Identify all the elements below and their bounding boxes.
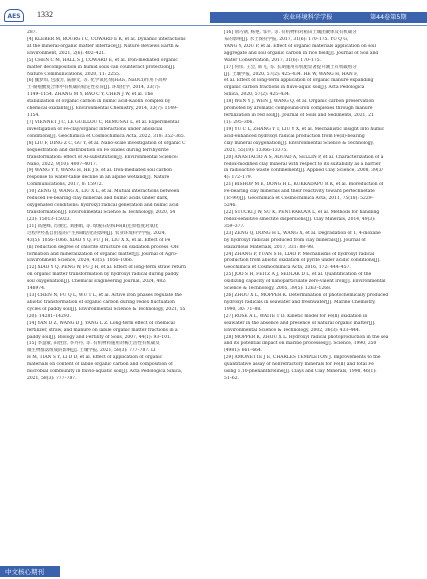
reference-line: materials on content of labile organic carbon and composition of (27, 362, 173, 368)
volume-issue: 第44卷第5期 (370, 14, 407, 21)
reference-line: 布的影响[J]. 水土保持学报, 2017, 31(6): 170–175. YU Q G, (224, 36, 349, 42)
journal-logo: AES (4, 9, 24, 22)
reference-line: 4): 172–179. (224, 175, 253, 181)
reference-line: cycles of paddy soil[J]. Environmental Science & Technology, 2021, 55 (27, 306, 186, 312)
reference-line: fertilizer, straw, and manure on labile organic matter fractions in a (27, 327, 178, 333)
reference-line: abiotic transformation of organic carbon during redox fluctuation (27, 299, 175, 305)
reference-line: acid-enhanced hydroxyl radical production from Fe(Ⅱ)-bearing (224, 133, 365, 139)
journal-banner (210, 12, 427, 23)
reference-line: et al. Effect of long-term application of organic manure expanding (224, 78, 374, 84)
page-header (0, 0, 427, 34)
reference-line: promoted by aromatic compound-iron complexes through manure (224, 106, 373, 112)
reference-line: (4981): 661–664. (224, 348, 263, 354)
journal-name: 农业环境科学学报 (283, 14, 333, 21)
reference-line: formation and mineralization of organic matter[J]. Journal of Agro- (27, 251, 178, 257)
reference-line: quantitative assay of nonrefractory minerals for Fe(Ⅱ) and total Fe (224, 362, 374, 368)
references-right-column (224, 30, 412, 383)
reference-line: 43(5): 1056–1066. XIAO Y Q, FU J H, LIU X X, et al. Effect of Fe (27, 237, 171, 243)
reference-line: aggregate and soil organic carbon in rice field[J]. Journal of Soil and (224, 50, 379, 56)
reference-line: [5] CHEN C M, HALL S J, COWARD E, et al. Iron-mediated organic (27, 57, 178, 63)
reference-line: [13] CHEN N, FU Q L, WU T L, et al. Active iron phases regulate the (27, 293, 182, 299)
reference-line: matter decomposition in humid soils can counteract protection[J]. (27, 64, 176, 70)
reference-line: 过程中羟基自由基的产生和磷活化的影响[J]. 农业环境科学学报, 2024, (27, 230, 166, 236)
reference-line: investigation of Fe-clay/organic interactions under anoxicial (27, 126, 163, 132)
reference-line: 2021, 55(19): 13366–13375. (224, 147, 288, 153)
reference-line: [14] YAN D Z, WANG D J, YANG L Z. Long-term effect of chemical (27, 320, 175, 326)
reference-line: [18] WEN Y J, WEN J, WANG Q, et al. Organic carbon preservation (224, 99, 375, 105)
reference-line: redox-sensitive smectite dispersions[J]. Clay Minerals, 2014, 49(3): (224, 216, 376, 222)
reference-line: redox-modified clay mineral with respect to its suitability as a barrier (224, 161, 381, 167)
reference-line: 1154. (27, 113, 40, 119)
reference-line: fertilization in red soil[J]. Journal of Soils and Sediments, 2021, 21 (224, 113, 374, 119)
reference-line: [11] 高艳峰, 肖俊宏, 刘丽娟, 等. 绿脱石结构Fe(Ⅱ)还原程度对氧化 (27, 223, 159, 229)
reference-line: Nano, 2022, 9(10): 4007–4017. (27, 161, 98, 167)
reference-line: [28] MOPPER K, ZHOU X L. Hydroxyl radical photoproduction in the sea (224, 334, 389, 340)
footer-label: 中文核心期刊 (5, 568, 44, 576)
reference-line: YANG Y, ZOU P, et al. Effect of organic materials application on soil (224, 43, 376, 49)
reference-line: 5246. (224, 203, 237, 209)
reference-line: (20): 14281–14293. (27, 313, 71, 319)
reference-line: Nature Communications, 2020, 11: 2255. (27, 71, 121, 77)
reference-line: [21] BISHOP M E, DONG H L, KUKKADAPU R K, et al. Bioreduction of (224, 182, 384, 188)
reference-line: 2021, 58(3): 777–787. (27, 376, 77, 382)
reference-line: [20] ANASTACIO A S, AOUAD A, SELLIN P, et al. Characterization of a (224, 154, 384, 160)
reference-line: [17] 何伟, 王会, 韩飞, 等. 长期施用有机肥显著提升潮土有机碳组分 (224, 64, 357, 70)
reference-line: 287. (27, 30, 37, 35)
reference-line: in radioactive waste confinement[J]. Applied Clay Science, 2008, 39(3/ (224, 168, 383, 174)
reference-line: (Ⅱ) reduction degree of chlorite structure on oxidation process ·OH (27, 244, 179, 250)
reference-line: [8] LIU F, DING Z C, GU Y, et al. Nano-scale investigation of organic C (27, 140, 186, 146)
reference-line: Environmental Science & Technology, 2002, 36(3): 433–444. (224, 327, 361, 333)
reference-line: 359–377. (224, 223, 245, 229)
header-rule (0, 25, 427, 26)
reference-line: Sinica, 2020, 57(2): 425–434. (224, 92, 291, 98)
reference-line: transformation: effect of Al-substitution[J]. Environmental Science: (27, 154, 179, 160)
reference-line: [25] JOO S H, FEITZ A J, SEDLAK D L, et al. Quantification of the (224, 272, 372, 278)
reference-line: 微生物群落组成的影响[J]. 土壤学报, 2021, 58(3): 777–787. LI (27, 348, 156, 354)
reference-line: [7] VIENNET J C, LE GUILLOU C, REMUSAT L, et al. Experimental (27, 119, 179, 125)
reference-line: Environment, 2021, 2(6): 402–421. (27, 50, 106, 56)
reference-line: Communications, 2017, 8: 15972. (27, 182, 103, 188)
reference-line: H M, TIAN S Y, LI D D, et al. Effect of application of organic (27, 355, 163, 361)
reference-line: [26] ZHOU X L, MOPPER K. Determination of photochemically produced (224, 293, 389, 299)
reference-line: response to water-table decline in an alpine wetland[J]. Nature (27, 175, 170, 181)
reference-line: 土-腐殖酸复合体中有机碳的稳定性差异[J]. 环境化学, 2014, 33(7): (27, 85, 161, 91)
reference-line: Water Conservation, 2017, 31(6): 170–175. (224, 57, 321, 63)
reference-line: [15] 李慧敏, 田胜营, 李丹丹, 等. 有机物料施用对稀土活性有机碳及 (27, 341, 160, 347)
reference-line: [24] ZHANG P, YUAN S H, LIAO P. Mechanisms of hydroxyl radical (224, 251, 375, 257)
reference-line: [22] STUCKI J W, SU K, PENTRÁKOVÁ L, et al. Methods for handling (224, 209, 380, 215)
reference-line: [12] XIAO Y Q, PENG W, FU J H, et al. Effect of long-term straw return (27, 265, 187, 271)
reference-line: production from abiotic oxidation of pyrite under acidic conditions[J]. (224, 258, 381, 264)
reference-line: (23): 15013–15023. (27, 216, 71, 222)
reference-line: [J]. 土壤学报, 2020, 57(2): 425–434. HE W, WANG H, HAN F, (224, 71, 358, 77)
reference-line: chemical oxidants[J]. Environmental Chemistry, 2014, 33(7): 1149– (27, 106, 179, 112)
reference-line: oxidizing capacity of nanoparticulate zero-valent iron[J]. Environmental (224, 279, 386, 285)
page-number: 1332 (37, 10, 53, 19)
reference-line: oxygenated conditions: hydroxyl radical generation and humic acid (27, 203, 179, 209)
reference-line: clay mineral oxygenation[J]. Environmental Science & Technology, (224, 140, 374, 146)
reference-line: reduced Fe-bearing clay minerals and humic acids under dark, (27, 196, 169, 202)
reference-line: stabilization of organic carbon in humic acid-Kaolin complex by (27, 99, 171, 105)
reference-line: [6] 魏梦琪, 包淑芳, 陆静文, 等. 化学氧化剂(H₂O₂, NaOCl)作用下高岭 (27, 78, 168, 84)
reference-line: [4] KLEBER M, BOURG I C, COWARD E K, et al. Dynamic interactions (27, 36, 186, 42)
reference-line: microbial community in fluvio-aquatic soil[J]. Acta Pedologica Sinica, (27, 369, 183, 375)
reference-line: Science & Technology, 2005, 39(5): 1263–1268. (224, 286, 332, 292)
references-left-column (27, 30, 215, 383)
reference-line: [19] YU C L, ZHANG Y T, LIU Y X, et al. Mechanistic insight into humic (224, 126, 385, 132)
reference-line: transformation[J]. Environmental Science & Technology, 2020, 54 (27, 209, 176, 215)
reference-line: [9] WANG Y Y, WANG H, HE J S, et al. Iron-mediated soil carbon (27, 168, 172, 174)
reference-line: by hydroxyl radicals produced from clay minerals[J]. Journal of (224, 237, 366, 243)
reference-line: sequestration and distribution on Fe oxides during ferrihydrite (27, 147, 169, 153)
reference-line: soil oxygenation[J]. Chemical Engineering Journal, 2024, 482: (27, 279, 167, 285)
reference-line: [27] ROSE A L, WAITE T D. Kinetic model for Fe(Ⅱ) oxidation in (224, 313, 368, 319)
reference-line: paddy soil[J]. Biology and Fertility of Soils, 2007, 44(1): 93–101. (27, 334, 172, 340)
reference-line: hydroxyl radicals in seawater and freshwater[J]. Marine Chemistry, (224, 299, 376, 305)
reference-line: (Tc-99)[J]. Geochimica et Cosmochimica Acta, 2011, 75(18): 5229– (224, 196, 374, 202)
reference-line: Fe-bearing clay minerals and their reactivity toward pertechnetate (224, 189, 375, 195)
reference-line: Environment Science, 2024, 43(5): 1056–1066. (27, 258, 134, 264)
reference-line: [29] AMONETTE J E, CHARLES TEMPLETON J. Improvements to the (224, 355, 381, 361)
reference-line: (1): 295–306. (224, 119, 254, 125)
reference-line: Geochimica et Cosmochimica Acta, 2016, 172: 444–457. (224, 265, 351, 271)
reference-line: [23] ZENG Q, DONG H L, WANG X, et al. Degradation of 1, 4-dioxane (224, 230, 381, 236)
reference-line: and its potential impact on marine processes[J]. Science, 1990, 250 (224, 341, 377, 347)
reference-line: conditions[J]. Geochimica et Cosmochimica Acta, 2022, 318: 352–365. (27, 133, 186, 139)
reference-line: 1149–1154. ZHANG M Y, BAO C Y, CHEN J W, et al. The (27, 92, 153, 98)
reference-line: at the mineral-organic matter interface[J]. Nature Reviews Earth & (27, 43, 179, 49)
reference-line: 148974. (27, 286, 46, 292)
reference-line: 1990, 30: 71–88. (224, 306, 262, 312)
reference-line: [10] ZENG Q, WANG X, LIU X L, et al. Mutual interactions between (27, 189, 180, 195)
reference-line: organic carbon fractions in fluvo-aquic soil[J]. Acta Pedologica (224, 85, 365, 91)
reference-line: [16] 俞巧钢, 杨艳, 邹平, 等. 有机物料对稻田土壤团聚体及有机碳分 (224, 30, 357, 35)
reference-line: on organic matter transformation by hydroxyl radical during paddy (27, 272, 179, 278)
reference-line: seawater in the absence and presence of natural organic matter[J]. (224, 320, 376, 326)
page-footer (0, 566, 427, 579)
reference-line: 51–62. (224, 376, 239, 382)
reference-line: using 1,10-phenanthroline[J]. Clays and Clay Minerals, 1998, 46(1): (224, 369, 377, 375)
reference-line: Hazardous Materials, 2017, 331: 88–98. (224, 244, 315, 250)
